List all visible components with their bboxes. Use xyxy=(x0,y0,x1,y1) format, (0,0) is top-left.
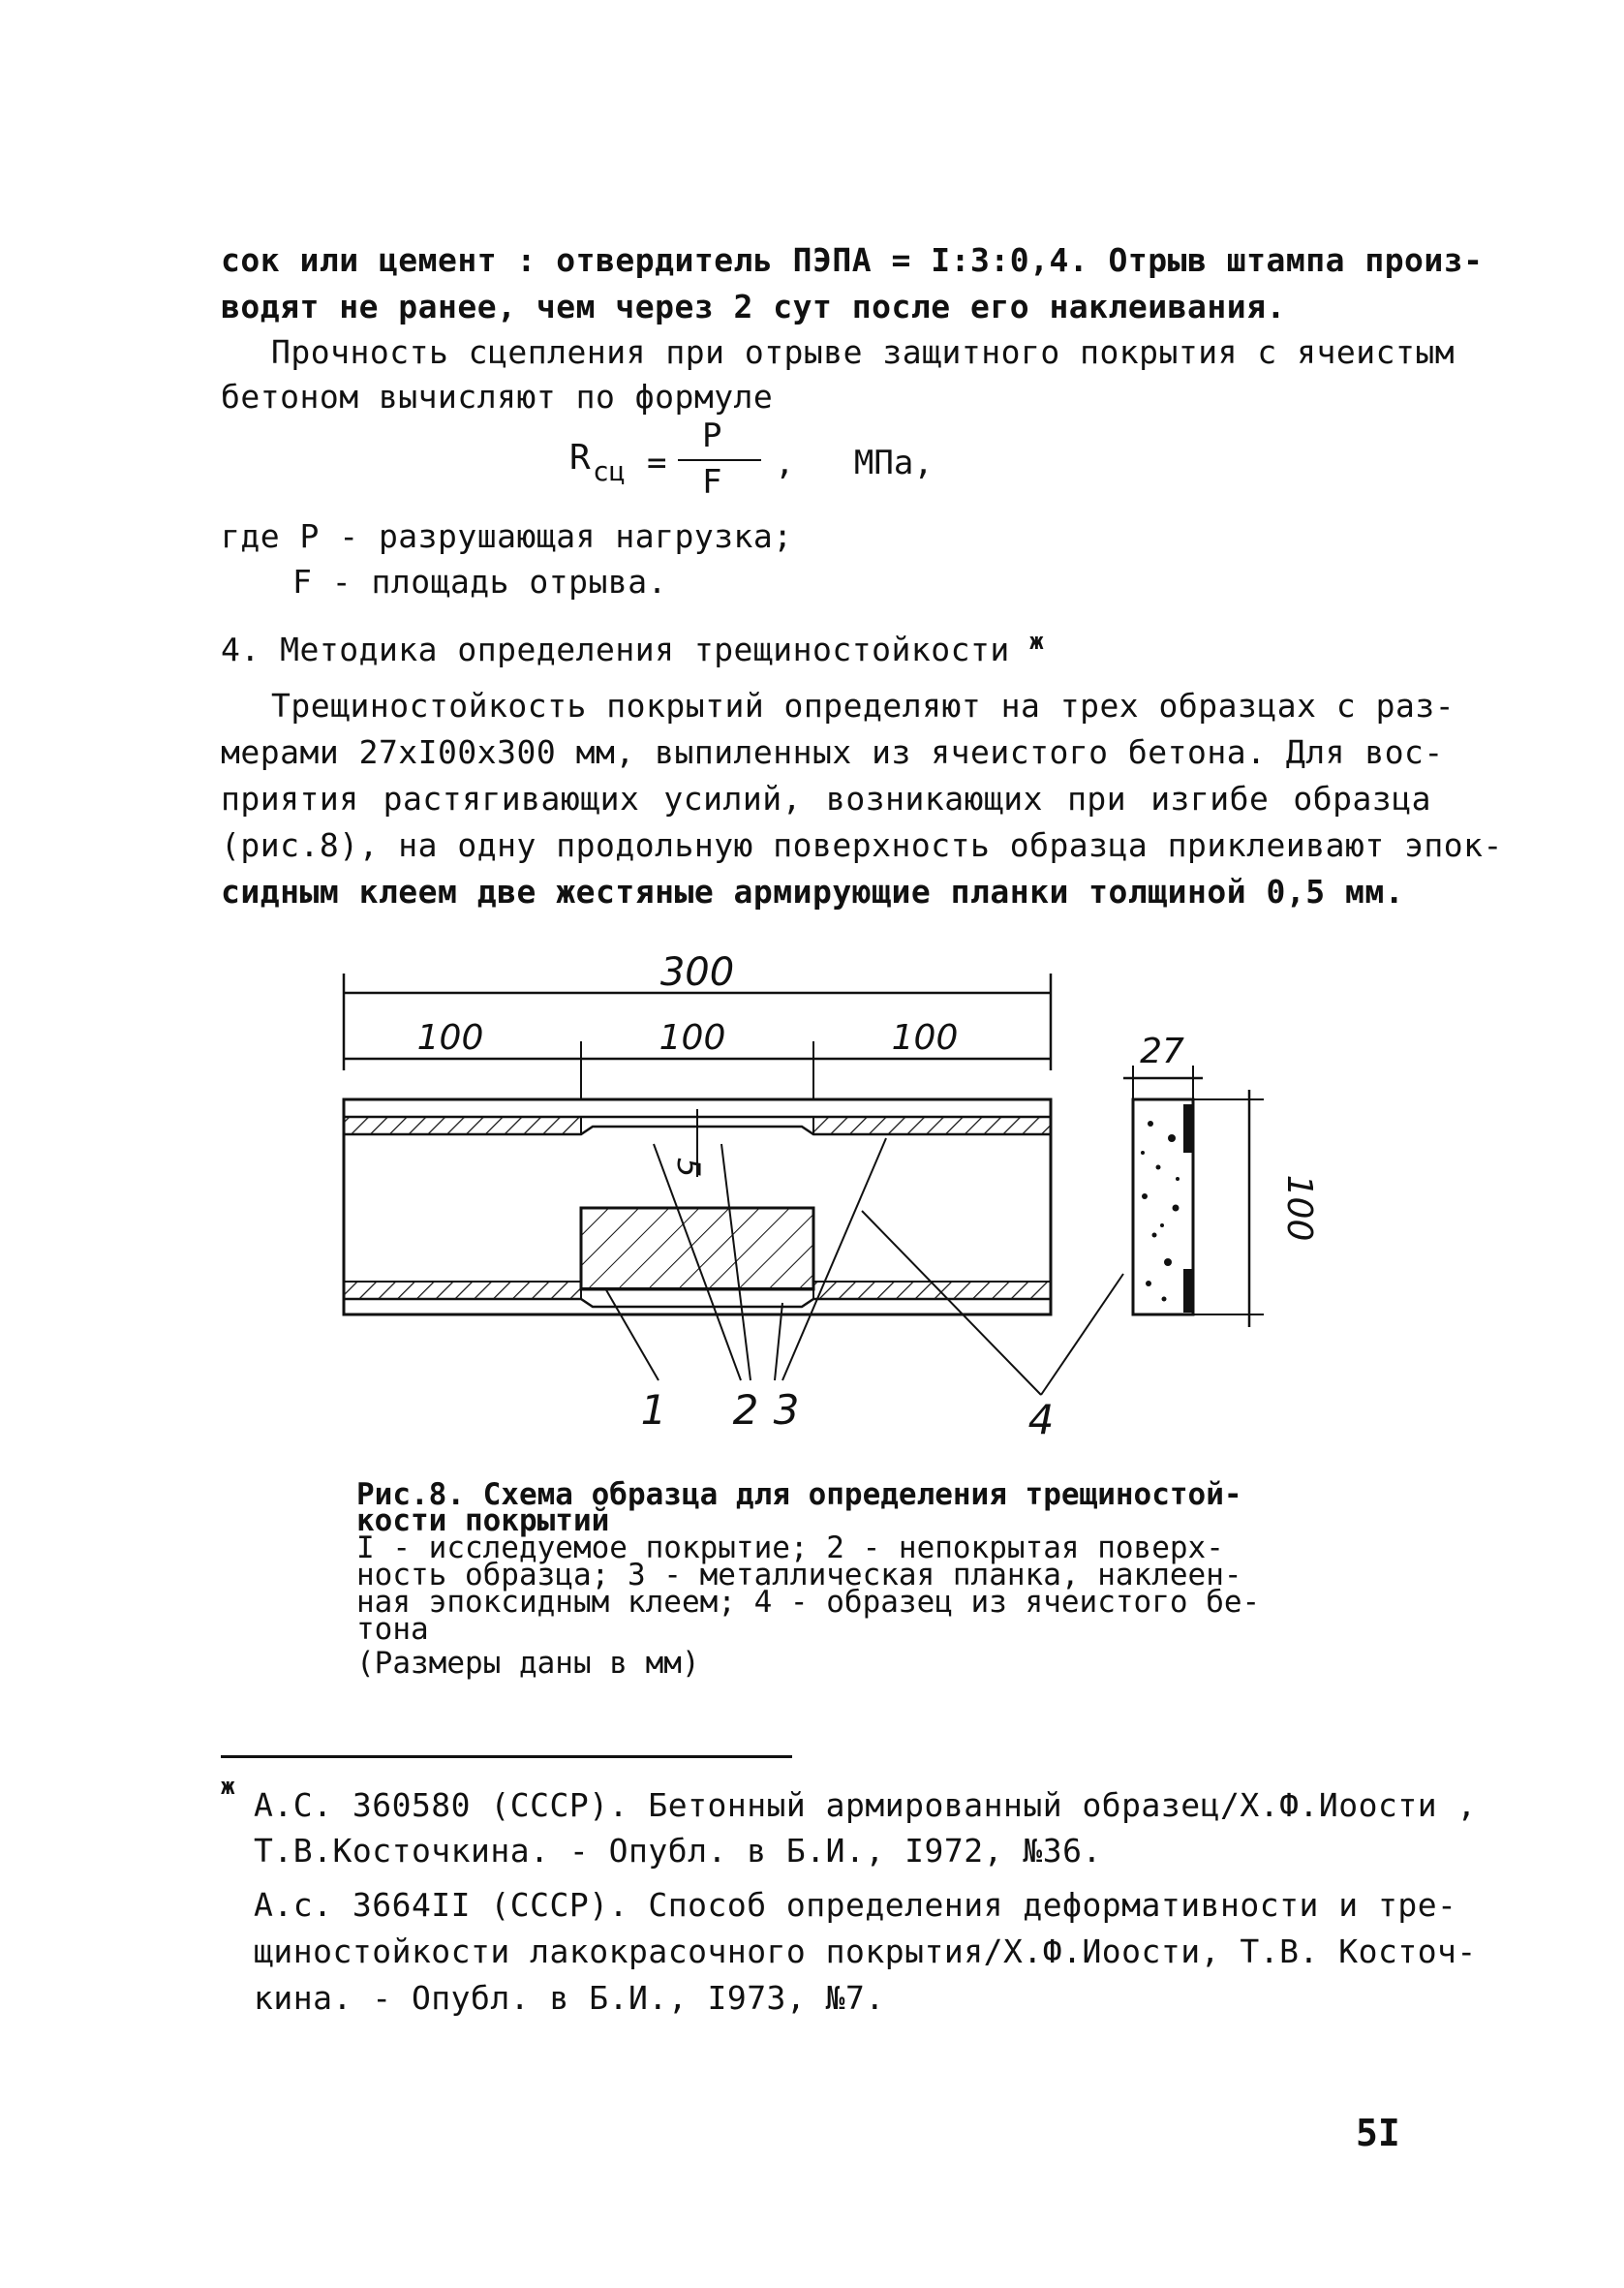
formula-numerator: P xyxy=(702,417,722,455)
caption-text-3: ная эпоксидным клеем; 4 - образец из ячеистого бе- xyxy=(356,1585,1261,1620)
label-2: 2 xyxy=(732,1386,759,1434)
formula-unit: , МПа, xyxy=(775,444,934,482)
dim-seg3-label: 100 xyxy=(891,1018,959,1058)
paragraph-1-line-1: сок или цемент : отвердитель ПЭПА = I:3:0,4. Отрыв штампа произ- xyxy=(221,241,1484,279)
caption-title-2: кости покрытий xyxy=(356,1503,610,1538)
caption-text-5: (Размеры даны в мм) xyxy=(356,1646,700,1681)
dim-seg2-label: 100 xyxy=(659,1018,726,1058)
where-line-1: где Р - разрушающая нагрузка; xyxy=(221,517,793,555)
formula-denominator: F xyxy=(702,463,722,502)
formula-lhs: R xyxy=(569,438,591,478)
section-footnote-mark: ж xyxy=(1029,628,1045,655)
page-number: 5I xyxy=(1356,2112,1400,2154)
paragraph-3-line-4: (рис.8), на одну продольную поверхность образца приклеивают эпок- xyxy=(221,826,1503,864)
section-heading xyxy=(221,621,1431,670)
specimen-diagram xyxy=(320,954,1327,1468)
coating-block xyxy=(581,1208,813,1289)
footnote-line-1: А.С. 360580 (СССР). Бетонный армированный образец/Х.Ф.Иоости , xyxy=(254,1786,1477,1824)
dimension-segments xyxy=(344,1018,1051,1099)
dimension-gap xyxy=(670,1109,707,1177)
caption-text-4: тона xyxy=(356,1612,429,1647)
fraction-bar xyxy=(678,459,761,461)
label-1: 1 xyxy=(640,1386,667,1434)
footnote-divider xyxy=(221,1755,792,1758)
dim-height-label: 100 xyxy=(1279,1174,1319,1242)
section-heading-text: 4. Методика определения трещиностойкости xyxy=(221,631,1010,668)
paragraph-3-line-1: Трещиностойкость покрытий определяют на трех образцах с раз- xyxy=(271,687,1455,725)
paragraph-2-line-2: бетоном вычисляют по формуле xyxy=(221,378,774,416)
footnote-line-3: А.с. 3664II (СССР). Способ определения деформативности и тре- xyxy=(254,1886,1457,1924)
paragraph-3-line-3: приятия растягивающих усилий, возникающих при изгибе образца xyxy=(221,780,1431,818)
dim-width-label: 27 xyxy=(1140,1032,1184,1071)
dim-gap-label: 5 xyxy=(670,1158,707,1178)
dim-total-label: 300 xyxy=(659,954,735,995)
footnote-line-5: кина. - Опубл. в Б.И., I973, №7. xyxy=(254,1979,885,2017)
footnote-line-4: щиностойкости лакокрасочного покрытия/Х.Ф.Иоости, Т.В. Косточ- xyxy=(254,1932,1477,1970)
paragraph-1-line-2: водят не ранее, чем через 2 сут после его наклеивания. xyxy=(221,288,1286,325)
where-line-2: F - площадь отрыва. xyxy=(292,563,667,601)
caption-title-1: Рис.8. Схема образца для определения трещиностой- xyxy=(356,1477,1242,1512)
caption-text-2: ность образца; 3 - металлическая планка, наклеен- xyxy=(356,1558,1242,1592)
footnote-line-2: Т.В.Косточкина. - Опубл. в Б.И., I972, №36. xyxy=(254,1832,1102,1870)
bottom-plank-left xyxy=(344,1282,581,1299)
paragraph-2-line-1: Прочность сцепления при отрыве защитного покрытия с ячеистым xyxy=(271,333,1455,371)
dim-seg1-label: 100 xyxy=(416,1018,484,1058)
top-plank-right xyxy=(813,1117,1051,1134)
paragraph-3-line-2: мерами 27хI00х300 мм, выпиленных из ячеистого бетона. Для вос- xyxy=(221,733,1444,771)
formula-equals: = xyxy=(647,444,667,482)
caption-text-1: I - исследуемое покрытие; 2 - непокрытая поверх- xyxy=(356,1530,1224,1565)
footnote-mark: ж xyxy=(221,1773,235,1800)
formula-lhs-subscript: сц xyxy=(593,455,626,487)
top-plank-left xyxy=(344,1117,581,1134)
label-4: 4 xyxy=(1027,1396,1055,1443)
paragraph-3-line-5: сидным клеем две жестяные армирующие планки толщиной 0,5 мм. xyxy=(221,873,1405,911)
label-3: 3 xyxy=(773,1386,800,1434)
cross-section xyxy=(1123,1032,1319,1327)
